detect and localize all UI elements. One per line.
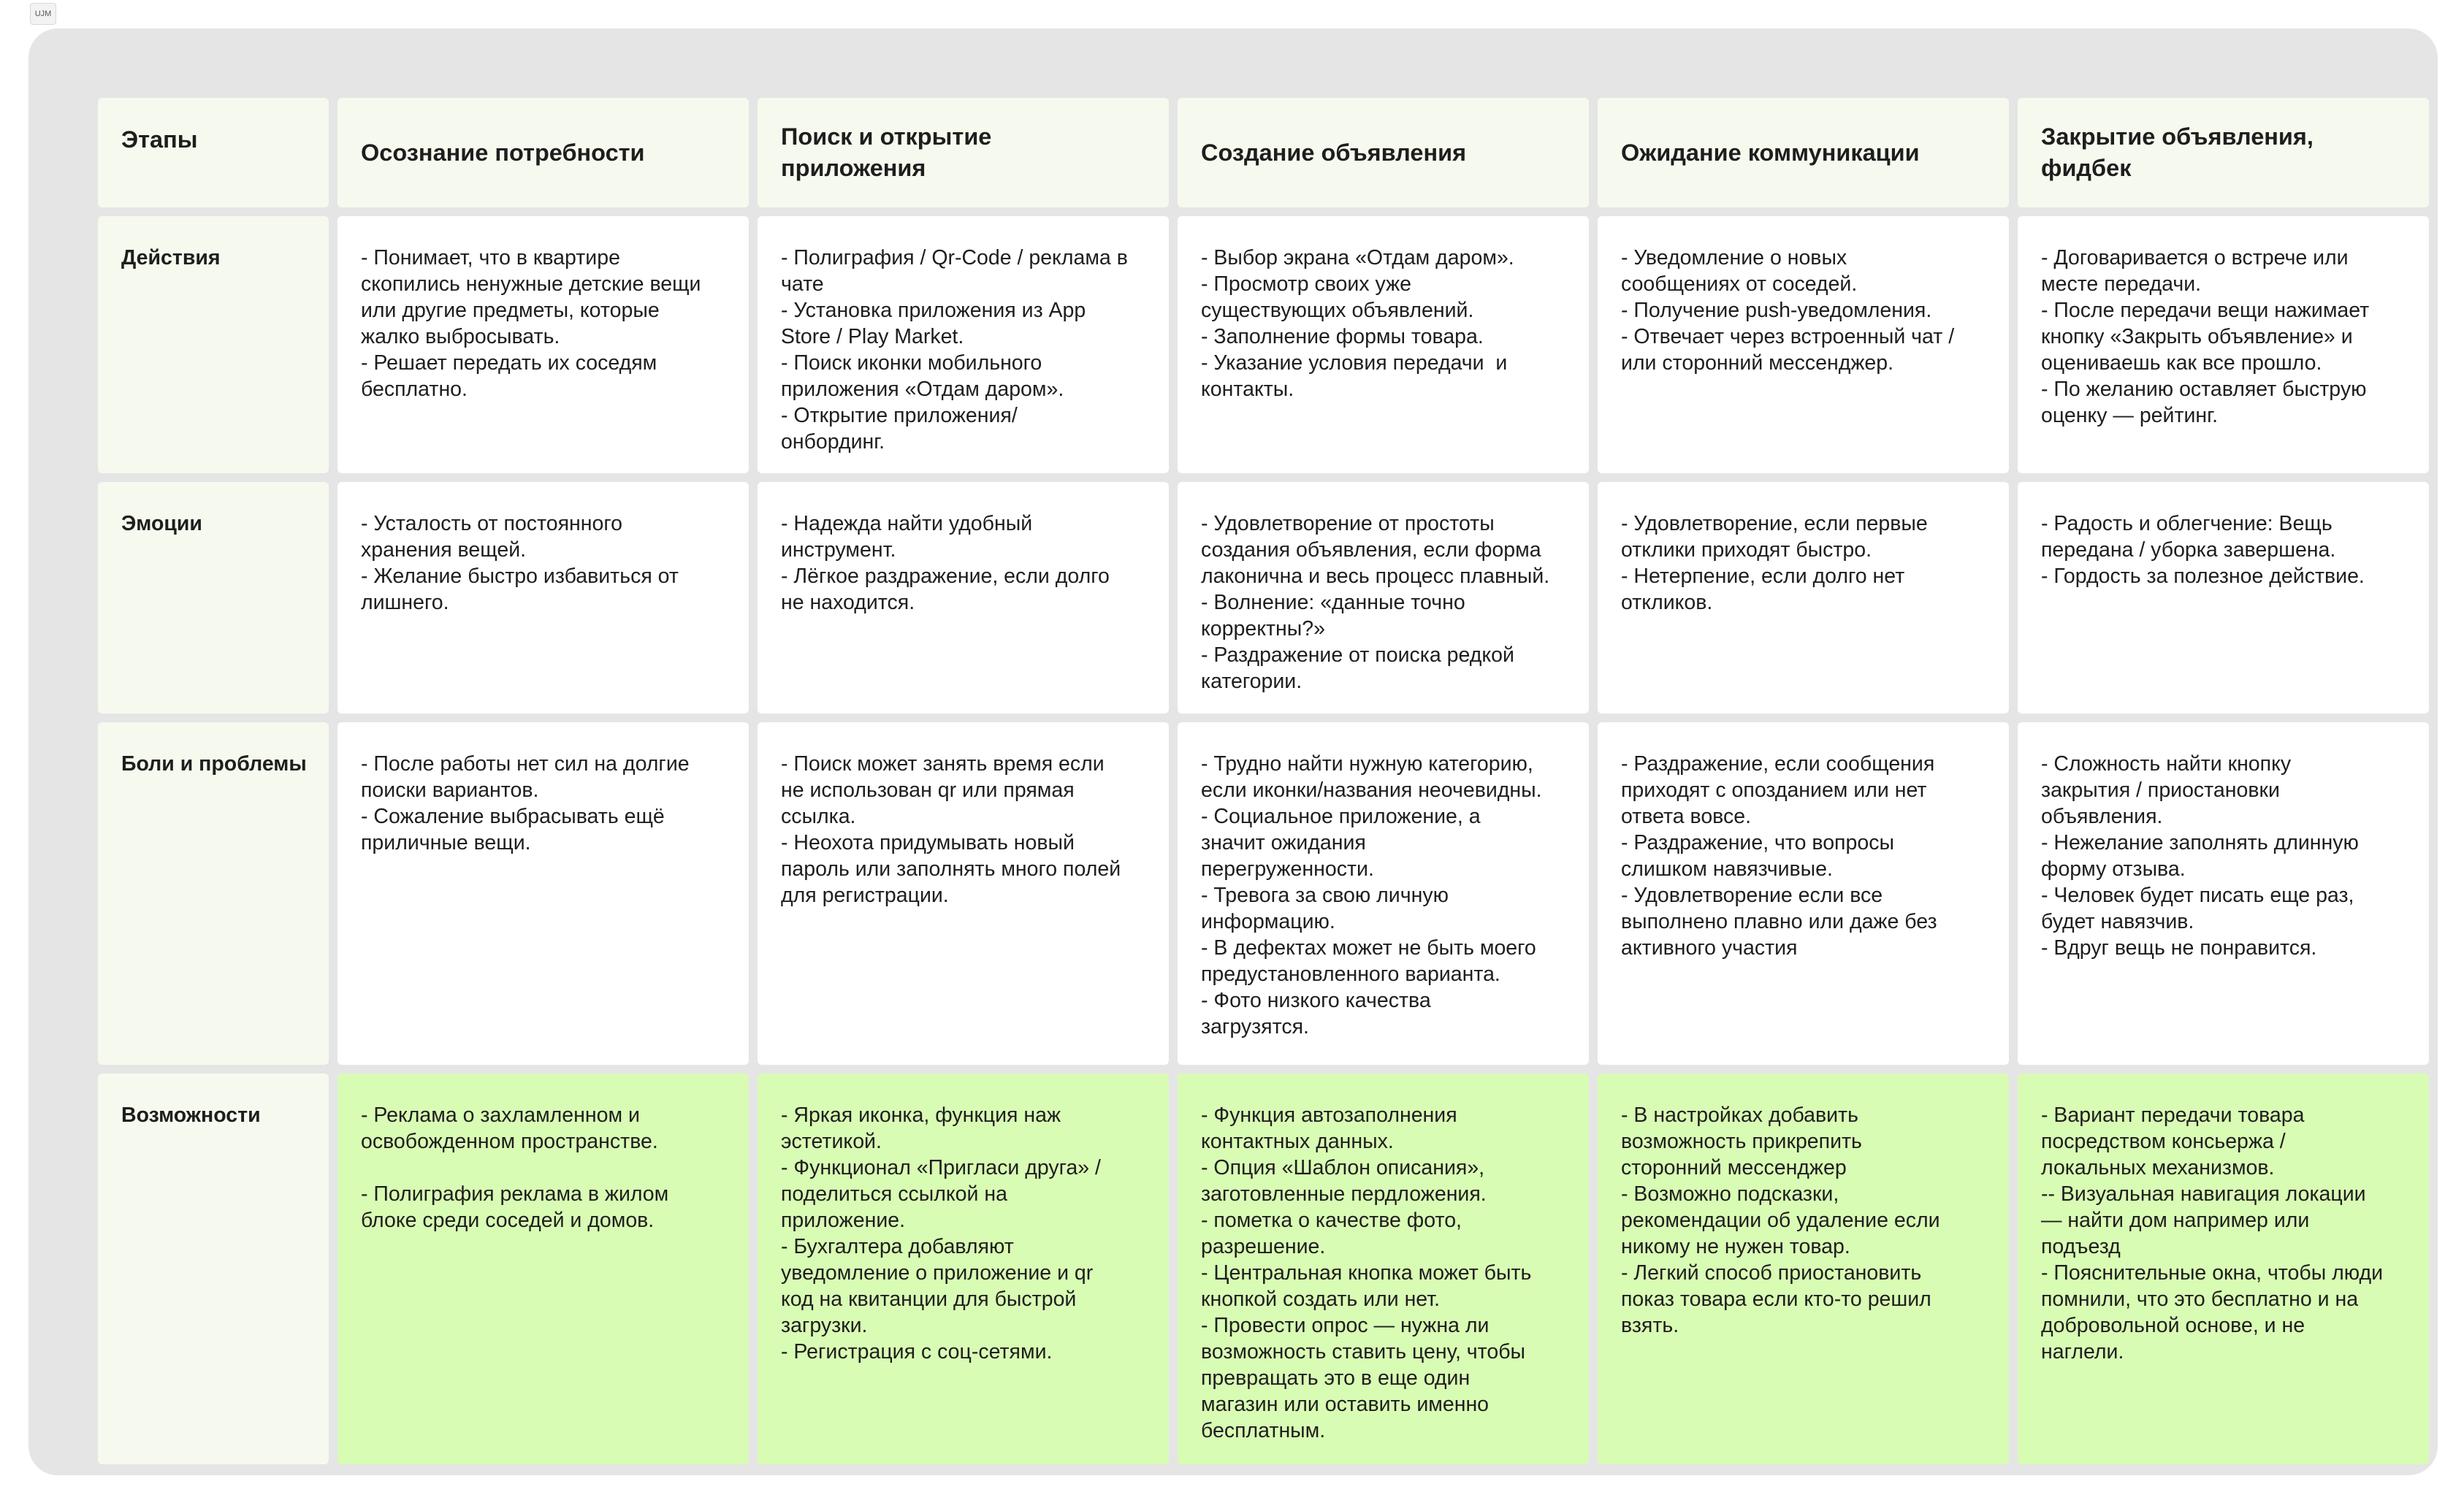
pains-cell-2 <box>758 722 1169 1065</box>
actions-cell-2 <box>758 216 1169 473</box>
cell-text: - Уведомление о новых сообщениях от соседей. - Получение push-уведомления. - Отвечает через встроенный чат / или сторонний мессенджер. <box>1621 246 1955 375</box>
actions-cell-5 <box>2018 216 2429 473</box>
actions-cell-3 <box>1178 216 1589 473</box>
emotions-cell-4 <box>1598 482 2009 714</box>
actions-cell-4 <box>1598 216 2009 473</box>
opportunities-cell-4 <box>1598 1074 2009 1464</box>
cell-text: - В настройках добавить возможность прикрепить сторонний мессенджер - Возможно подсказки, рекомендации об удаление если никому не нужен товар. - Легкий способ приостановить показ товара если кто-то решил взять. <box>1621 1104 1940 1337</box>
cell-text: - Удовлетворение, если первые отклики приходят быстро. - Нетерпение, если долго нет откликов. <box>1621 512 1928 614</box>
opportunities-cell-3 <box>1178 1074 1589 1464</box>
stage-title: Закрытие объявления, фидбек <box>2041 123 2314 181</box>
row-label-pains <box>98 722 329 1065</box>
stage-header-1 <box>337 98 749 207</box>
opportunities-cell-2 <box>758 1074 1169 1464</box>
emotions-cell-3 <box>1178 482 1589 714</box>
stage-title: Создание объявления <box>1201 139 1467 166</box>
cell-text: - Полиграфия / Qr-Code / реклама в чате - Установка приложения из App Store / Play Market. - Поиск иконки мобильного приложения «Отдам даром». - Открытие приложения/ онбординг. <box>781 246 1128 454</box>
stages-label: Этапы <box>121 126 198 153</box>
stage-header-5 <box>2018 98 2429 207</box>
journey-map-grid <box>98 98 2429 1464</box>
cell-text: - Реклама о захламленном и освобожденном пространстве. - Полиграфия реклама в жилом блоке среди соседей и домов. <box>361 1104 669 1232</box>
header-corner-cell <box>98 98 329 207</box>
emotions-cell-2 <box>758 482 1169 714</box>
row-label: Действия <box>121 246 221 269</box>
stage-title: Поиск и открытие приложения <box>781 123 992 181</box>
row-label-opportunities <box>98 1074 329 1464</box>
opportunities-cell-5 <box>2018 1074 2429 1464</box>
cell-text: - Договаривается о встрече или месте передачи. - После передачи вещи нажимает кнопку «Закрыть объявление» и оцениваешь как все прошло. - По желанию оставляет быструю оценку — рейтинг. <box>2041 246 2370 427</box>
row-label: Эмоции <box>121 512 202 535</box>
emotions-cell-5 <box>2018 482 2429 714</box>
cell-text: - Понимает, что в квартире скопились ненужные детские вещи или другие предметы, которые жалко выбросывать. - Решает передать их соседям бесплатно. <box>361 246 701 401</box>
pains-cell-3 <box>1178 722 1589 1065</box>
opportunities-cell-1 <box>337 1074 749 1464</box>
cell-text: - Выбор экрана «Отдам даром». - Просмотр своих уже существующих объявлений. - Заполнение формы товара. - Указание условия передачи и контакты. <box>1201 246 1514 401</box>
stage-header-2 <box>758 98 1169 207</box>
cell-text: - Поиск может занять время если не использован qr или прямая ссылка. - Неохота придумывать новый пароль или заполнять много полей для регистрации. <box>781 752 1121 907</box>
stage-header-4 <box>1598 98 2009 207</box>
row-label: Боли и проблемы <box>121 752 307 776</box>
emotions-cell-1 <box>337 482 749 714</box>
journey-map-board <box>28 28 2438 1475</box>
pains-cell-5 <box>2018 722 2429 1065</box>
cell-text: - Вариант передачи товара посредством консьержа / локальных механизмов. -- Визуальная навигация локации — найти дом например или подъезд - Пояснительные окна, чтобы люди помнили, что это бесплатно и на добровольной основе, и не наглели. <box>2041 1104 2384 1364</box>
actions-cell-1 <box>337 216 749 473</box>
cell-text: - Радость и облегчение: Вещь передана / уборка завершена. - Гордость за полезное действие. <box>2041 512 2365 588</box>
stage-header-3 <box>1178 98 1589 207</box>
cell-text: - Надежда найти удобный инструмент. - Лёгкое раздражение, если долго не находится. <box>781 512 1110 614</box>
pains-cell-1 <box>337 722 749 1065</box>
row-label: Возможности <box>121 1104 261 1127</box>
cell-text: - Удовлетворение от простоты создания объявления, если форма лаконична и весь процесс плавный. - Волнение: «данные точно корректны?» - Раздражение от поиска редкой категории. <box>1201 512 1550 693</box>
cell-text: - Усталость от постоянного хранения вещей. - Желание быстро избавиться от лишнего. <box>361 512 679 614</box>
row-label-emotions <box>98 482 329 714</box>
cell-text: - Яркая иконка, функция наж эстетикой. - Функционал «Пригласи друга» / поделиться ссылкой на приложение. - Бухгалтера добавляют уведомление о приложение и qr код на квитанции для быстрой загрузки. - Регистрация с соц-сетями. <box>781 1104 1101 1364</box>
cell-text: - Раздражение, если сообщения приходят с опозданием или нет ответа вовсе. - Раздражение, что вопросы слишком навязчивые. - Удовлетворение если все выполнено плавно или даже без активного участия <box>1621 752 1937 960</box>
row-label-actions <box>98 216 329 473</box>
cell-text: - Функция автозаполнения контактных данных. - Опция «Шаблон описания», заготовленные пердложения. - пометка о качестве фото, разрешение. - Центральная кнопка может быть кнопкой создать или нет. - Провести опрос — нужна ли возможность ставить цену, чтобы превращать это в еще один магазин или оставить именно бесплатным. <box>1201 1104 1532 1442</box>
stage-title: Ожидание коммуникации <box>1621 139 1920 166</box>
cell-text: - Сложность найти кнопку закрытия / приостановки объявления. - Нежелание заполнять длинную форму отзыва. - Человек будет писать еще раз, будет навязчив. - Вдруг вещь не понравится. <box>2041 752 2359 960</box>
pains-cell-4 <box>1598 722 2009 1065</box>
frame-label[interactable]: UJM <box>30 3 56 25</box>
cell-text: - Трудно найти нужную категорию, если иконки/названия неочевидны. - Социальное приложение, а значит ожидания перегруженности. - Тревога за свою личную информацию. - В дефектах может не быть моего предустановленного варианта. - Фото низкого качества загрузятся. <box>1201 752 1542 1039</box>
stage-title: Осознание потребности <box>361 139 645 166</box>
cell-text: - После работы нет сил на долгие поиски вариантов. - Сожаление выбрасывать ещё приличные вещи. <box>361 752 690 854</box>
